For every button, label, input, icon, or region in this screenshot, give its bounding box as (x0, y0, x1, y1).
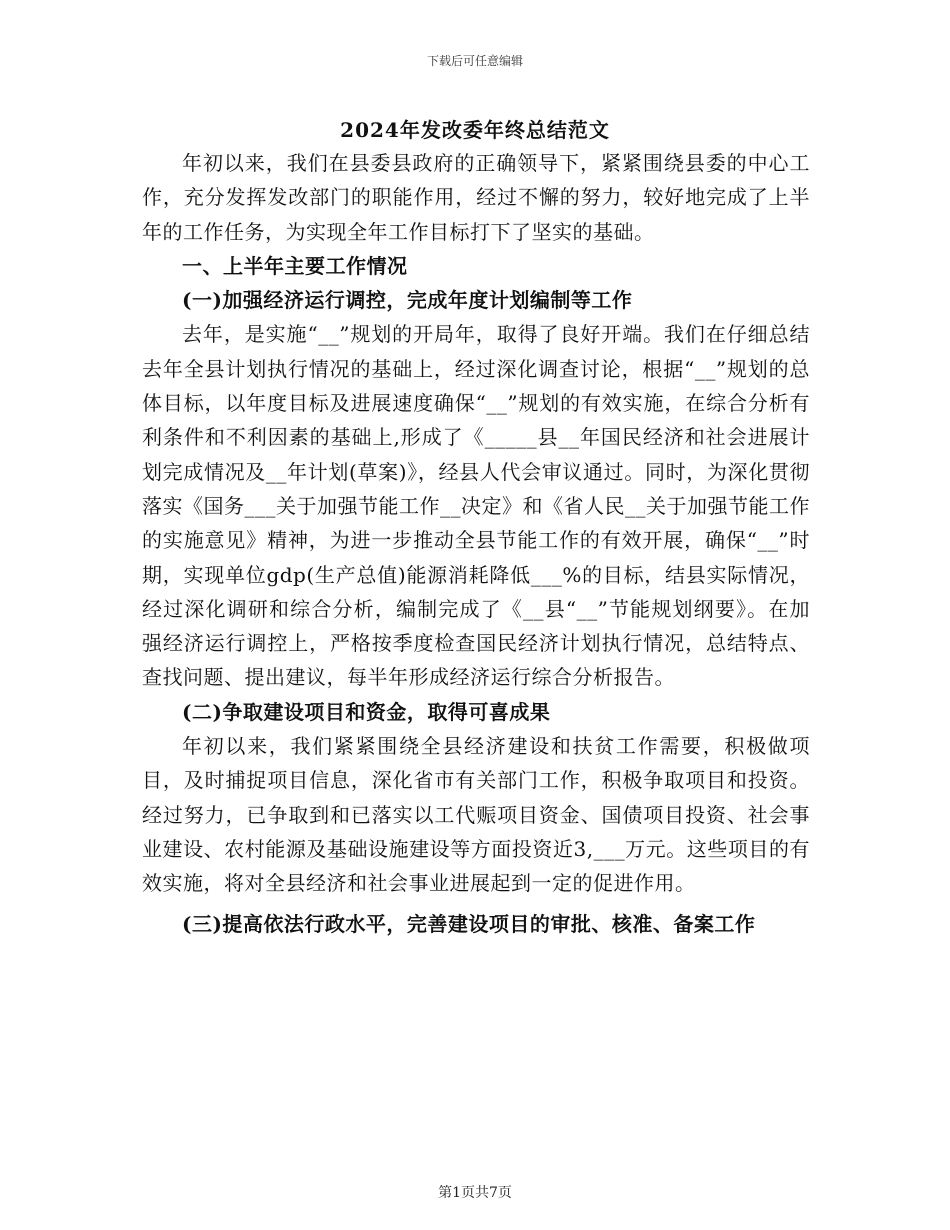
subsection-2-heading: (二)争取建设项目和资金，取得可喜成果 (182, 699, 551, 724)
document-title: 2024年发改委年终总结范文 (340, 118, 610, 142)
subsection-1-paragraph: 去年，是实施“__”规划的开局年，取得了良好开端。我们在仔细总结去年全县计划执行情况的基础上，经过深化调查讨论，根据“__”规划的总体目标，以年度目标及进展速度确保“__”规划的有效实施，在综合分析有利条件和不利因素的基础上,形成了《_____县__年国民经济和社会进展计划完成情况及__年计划(草案)》，经县人代会审议通过。同时，为深化贯彻落实《国务___关于加强节能工作__决定》和《省人民__关于加强节能工作的实施意见》精神，为进一步推动全县节能工作的有效开展，确保“__”时期，实现单位gdp(生产总值)能源消耗降低___%的目标，结县实际情况，经过深化调研和综合分析，编制完成了《__县“__”节能规划纲要》。在加强经济运行调控上，严格按季度检查国民经济计划执行情况，总结特点、查找问题、提出建议，每半年形成经济运行综合分析报告。 (142, 322, 810, 690)
subsection-1-heading: (一)加强经济运行调控，完成年度计划编制等工作 (182, 288, 633, 313)
subsection-3-heading: (三)提高依法行政水平，完善建设项目的审批、核准、备案工作 (182, 911, 756, 936)
header-note: 下载后可任意编辑 (426, 54, 523, 68)
document-body (142, 146, 810, 941)
section-1-heading: 一、上半年主要工作情况 (182, 253, 408, 278)
page-number-footer: 第1页共7页 (438, 1185, 512, 1201)
subsection-2-paragraph: 年初以来，我们紧紧围绕全县经济建设和扶贫工作需要，积极做项目，及时捕捉项目信息，深化省市有关部门工作，积极争取项目和投资。经过努力，已争取到和已落实以工代赈项目资金、国债项目投资、社会事业建设、农村能源及基础设施建设等方面投资近3,___万元。这些项目的有效实施，将对全县经济和社会事业进展起到一定的促进作用。 (142, 734, 810, 896)
intro-paragraph: 年初以来，我们在县委县政府的正确领导下，紧紧围绕县委的中心工作，充分发挥发改部门的职能作用，经过不懈的努力，较好地完成了上半年的工作任务，为实现全年工作目标打下了坚实的基础。 (142, 151, 810, 244)
